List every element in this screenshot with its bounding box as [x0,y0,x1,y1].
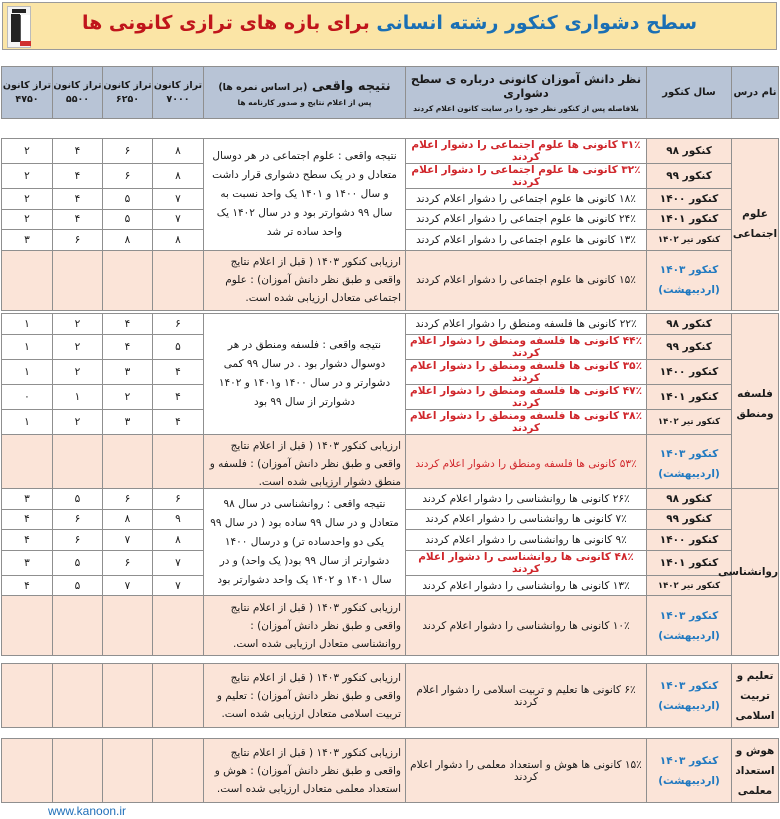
table-row-1403 [2,434,779,494]
exam-year: کنکور ۱۴۰۰ [647,359,732,384]
taraz-value: ۶ [103,139,153,164]
student-opinion-1403: ۱۵٪ کانونی ها هوش و استعداد معلمی را دشوار اعلام کردند [406,739,647,803]
taraz-value: ۰ [2,384,53,409]
taraz-value: ۵ [53,489,103,510]
taraz-value: ۴ [2,509,53,530]
taraz-value: ۸ [103,230,153,251]
actual-result: نتیجه واقعی : روانشناسی در سال ۹۸ متعادل و در سال ۹۹ ساده بود ( در سال ۹۹ یکی دو واحدساده تر) و درسال ۱۴۰۰ دشوارتر از سال ۹۹ بود( یک واحد) و در سال ۱۴۰۱ و ۱۴۰۲ یک واحد دشوارتر بود [204,489,406,596]
table-row-1403 [2,739,779,803]
exam-year: کنکور ۹۹ [647,164,732,189]
student-opinion: ۹٪ کانونی ها روانشناسی را دشوار اعلام کردند [406,530,647,551]
student-opinion: ۱۸٪ کانونی ها علوم اجتماعی را دشوار اعلام کردند [406,189,647,210]
empty-taraz-cell [153,664,204,728]
exam-year: کنکور ۱۴۰۱ [647,384,732,409]
taraz-value: ۵ [103,209,153,230]
assessment-1403: ارزیابی کنکور ۱۴۰۳ ( قبل از اعلام نتایج واقعی و طبق نظر دانش آموزان) : روانشناسی متعادل ارزیابی شده است. [204,596,406,656]
taraz-value: ۲ [53,334,103,359]
taraz-value: ۸ [153,139,204,164]
exam-year: کنکور ۹۹ [647,334,732,359]
subject-name: هوش و استعداد معلمی [732,739,779,803]
student-opinion: ۴۸٪ کانونی ها روانشناسی را دشوار اعلام کردند [406,550,647,575]
taraz-value: ۳ [2,489,53,510]
taraz-value: ۷ [103,575,153,596]
taraz-value: ۱ [2,314,53,335]
taraz-value: ۴ [103,314,153,335]
empty-taraz-cell [153,250,204,310]
student-opinion: ۱۳٪ کانونی ها علوم اجتماعی را دشوار اعلام کردند [406,230,647,251]
page-title [43,12,736,34]
taraz-value: ۱ [2,409,53,434]
taraz-value: ۶ [103,550,153,575]
taraz-value: ۶ [53,509,103,530]
exam-year-1403: کنکور ۱۴۰۳ (اردیبهشت) [647,664,732,728]
title-banner [2,2,777,50]
section-table [1,663,779,728]
taraz-value: ۳ [2,550,53,575]
taraz-value: ۶ [103,489,153,510]
empty-taraz-cell [53,596,103,656]
empty-taraz-cell [103,664,153,728]
header-year: سال کنکور [647,67,732,119]
taraz-value: ۲ [53,314,103,335]
taraz-value: ۴ [2,530,53,551]
exam-year: کنکور ۱۴۰۰ [647,530,732,551]
assessment-1403: ارزیابی کنکور ۱۴۰۳ ( قبل از اعلام نتایج واقعی و طبق نظر دانش آموزان) : علوم اجتماعی متعادل ارزیابی شده است. [204,250,406,310]
student-opinion: ۲۴٪ کانونی ها علوم اجتماعی را دشوار اعلام کردند [406,209,647,230]
assessment-1403: ارزیابی کنکور ۱۴۰۳ ( قبل از اعلام نتایج واقعی و طبق نظر دانش آموزان) : تعلیم و تربیت اسلامی متعادل ارزیابی شده است. [204,664,406,728]
taraz-value: ۸ [153,164,204,189]
taraz-value: ۸ [103,509,153,530]
assessment-1403: ارزیابی کنکور ۱۴۰۳ ( قبل از اعلام نتایج واقعی و طبق نظر دانش آموزان) : فلسفه و منطق دشوار ارزیابی شده است. [204,434,406,494]
header-opinion [406,67,647,119]
taraz-value: ۴ [153,359,204,384]
empty-taraz-cell [2,664,53,728]
student-opinion: ۳۵٪ کانونی ها فلسفه ومنطق را دشوار اعلام کردند [406,359,647,384]
taraz-value: ۱ [53,384,103,409]
taraz-value: ۲ [2,139,53,164]
taraz-value: ۴ [53,139,103,164]
exam-year-1403: کنکور ۱۴۰۳ (اردیبهشت) [647,739,732,803]
header-taraz-3: تراز کانون ۵۵۰۰ [53,67,103,119]
exam-year: کنکور ۱۴۰۰ [647,189,732,210]
taraz-value: ۳ [2,230,53,251]
table-row [2,314,779,335]
student-opinion: ۳۲٪ کانونی ها علوم اجتماعی را دشوار اعلام کردند [406,164,647,189]
taraz-value: ۷ [153,550,204,575]
table-row-1403 [2,664,779,728]
exam-year: کنکور تیر ۱۴۰۲ [647,575,732,596]
taraz-value: ۵ [103,189,153,210]
taraz-value: ۲ [2,164,53,189]
empty-taraz-cell [103,739,153,803]
student-opinion: ۲۶٪ کانونی ها روانشناسی را دشوار اعلام کردند [406,489,647,510]
taraz-value: ۴ [153,409,204,434]
student-opinion-1403: ۵۳٪ کانونی ها فلسفه ومنطق را دشوار اعلام کردند [406,434,647,494]
taraz-value: ۴ [53,209,103,230]
header-row [2,67,779,119]
empty-taraz-cell [2,739,53,803]
footer-url[interactable]: www.kanoon.ir [48,804,127,818]
empty-taraz-cell [2,434,53,494]
subject-name: تعلیم و تربیت اسلامی [732,664,779,728]
exam-year: کنکور تیر ۱۴۰۲ [647,409,732,434]
empty-taraz-cell [2,250,53,310]
table-row [2,139,779,164]
taraz-value: ۶ [53,530,103,551]
exam-year: کنکور ۱۴۰۱ [647,550,732,575]
taraz-value: ۴ [153,384,204,409]
taraz-value: ۷ [103,530,153,551]
empty-taraz-cell [103,434,153,494]
header-taraz-4: تراز کانون ۴۷۵۰ [2,67,53,119]
subject-name: روانشناسی [732,489,779,656]
taraz-value: ۸ [153,530,204,551]
header-taraz-1: تراز کانون ۷۰۰۰ [153,67,204,119]
exam-year: کنکور ۹۸ [647,489,732,510]
header-taraz-2: تراز کانون ۶۲۵۰ [103,67,153,119]
header-result-title: نتیجه واقعی (بر اساس نمره ها) [218,78,391,94]
header-subject: نام درس [732,67,779,119]
student-opinion-1403: ۱۰٪ کانونی ها روانشناسی را دشوار اعلام کردند [406,596,647,656]
student-opinion-1403: ۱۵٪ کانونی ها علوم اجتماعی را دشوار اعلام کردند [406,250,647,310]
student-opinion: ۳۸٪ کانونی ها فلسفه ومنطق را دشوار اعلام کردند [406,409,647,434]
empty-taraz-cell [153,434,204,494]
taraz-value: ۷ [153,209,204,230]
taraz-value: ۴ [2,575,53,596]
taraz-value: ۶ [153,489,204,510]
taraz-value: ۶ [153,314,204,335]
taraz-value: ۷ [153,189,204,210]
taraz-value: ۳ [103,359,153,384]
taraz-value: ۲ [53,409,103,434]
exam-year-1403: کنکور ۱۴۰۳ (اردیبهشت) [647,434,732,494]
section-table [1,138,779,311]
section-table [1,738,779,803]
subject-name: فلسفه ومنطق [732,314,779,495]
exam-year-1403: کنکور ۱۴۰۳ (اردیبهشت) [647,250,732,310]
header-table [1,66,779,119]
taraz-value: ۲ [2,209,53,230]
header-opinion-title: نظر دانش آموزان کانونی درباره ی سطح دشواری [410,72,642,100]
student-opinion: ۲۲٪ کانونی ها فلسفه ومنطق را دشوار اعلام کردند [406,314,647,335]
student-opinion-1403: ۶٪ کانونی ها تعلیم و تربیت اسلامی را دشوار اعلام کردند [406,664,647,728]
taraz-value: ۶ [53,230,103,251]
taraz-value: ۵ [53,550,103,575]
section-table [1,488,779,656]
exam-year-1403: کنکور ۱۴۰۳ (اردیبهشت) [647,596,732,656]
exam-year: کنکور ۱۴۰۱ [647,209,732,230]
empty-taraz-cell [153,739,204,803]
exam-year: کنکور تیر ۱۴۰۲ [647,230,732,251]
empty-taraz-cell [103,596,153,656]
taraz-value: ۷ [153,575,204,596]
taraz-value: ۲ [53,359,103,384]
kanoon-logo-icon [7,6,31,48]
header-result [204,67,406,119]
taraz-value: ۸ [153,230,204,251]
taraz-value: ۴ [53,164,103,189]
empty-taraz-cell [2,596,53,656]
student-opinion: ۴۴٪ کانونی ها فلسفه ومنطق را دشوار اعلام کردند [406,334,647,359]
header-opinion-sub: بلافاصله پس از کنکور نظر خود را در سایت کانون اعلام کردند [413,104,639,113]
taraz-value: ۱ [2,359,53,384]
exam-year: کنکور ۹۸ [647,139,732,164]
assessment-1403: ارزیابی کنکور ۱۴۰۳ ( قبل از اعلام نتایج واقعی و طبق نظر دانش آموزان) : هوش و استعداد معلمی متعادل ارزیابی شده است. [204,739,406,803]
exam-year: کنکور ۹۸ [647,314,732,335]
empty-taraz-cell [103,250,153,310]
empty-taraz-cell [53,434,103,494]
student-opinion: ۱۳٪ کانونی ها روانشناسی را دشوار اعلام کردند [406,575,647,596]
table-row-1403 [2,596,779,656]
taraz-value: ۵ [153,334,204,359]
taraz-value: ۲ [2,189,53,210]
taraz-value: ۴ [53,189,103,210]
title-part-2: برای بازه های ترازی کانونی ها [81,12,370,34]
table-row-1403 [2,250,779,310]
empty-taraz-cell [153,596,204,656]
table-row [2,489,779,510]
exam-year: کنکور ۹۹ [647,509,732,530]
student-opinion: ۷٪ کانونی ها روانشناسی را دشوار اعلام کردند [406,509,647,530]
empty-taraz-cell [53,250,103,310]
header-result-sub: پس از اعلام نتایج و صدور کارنامه ها [237,97,372,107]
taraz-value: ۶ [103,164,153,189]
actual-result: نتیجه واقعی : علوم اجتماعی در هر دوسال متعادل و در یک سطح دشواری قرار داشت و سال ۱۴۰۰ و ۱۴۰۱ یک واحد نسبت به سال ۹۹ دشوارتر بود و در سال ۱۴۰۲ یک واحد ساده تر شد [204,139,406,251]
taraz-value: ۵ [53,575,103,596]
title-part-1: سطح دشواری کنکور رشته انسانی [376,12,698,34]
taraz-value: ۳ [103,409,153,434]
actual-result: نتیجه واقعی : فلسفه ومنطق در هر دوسوال دشوار بود . در سال ۹۹ کمی دشوارتر و در سال ۱۴۰۰ و۱۴۰۱ و ۱۴۰۲ دشوارتر از سال ۹۹ بود [204,314,406,435]
taraz-value: ۱ [2,334,53,359]
section-table [1,313,779,495]
student-opinion: ۳۱٪ کانونی ها علوم اجتماعی را دشوار اعلام کردند [406,139,647,164]
taraz-value: ۹ [153,509,204,530]
subject-name: علوم اجتماعی [732,139,779,311]
student-opinion: ۴۷٪ کانونی ها فلسفه ومنطق را دشوار اعلام کردند [406,384,647,409]
empty-taraz-cell [53,664,103,728]
empty-taraz-cell [53,739,103,803]
taraz-value: ۲ [103,384,153,409]
taraz-value: ۴ [103,334,153,359]
